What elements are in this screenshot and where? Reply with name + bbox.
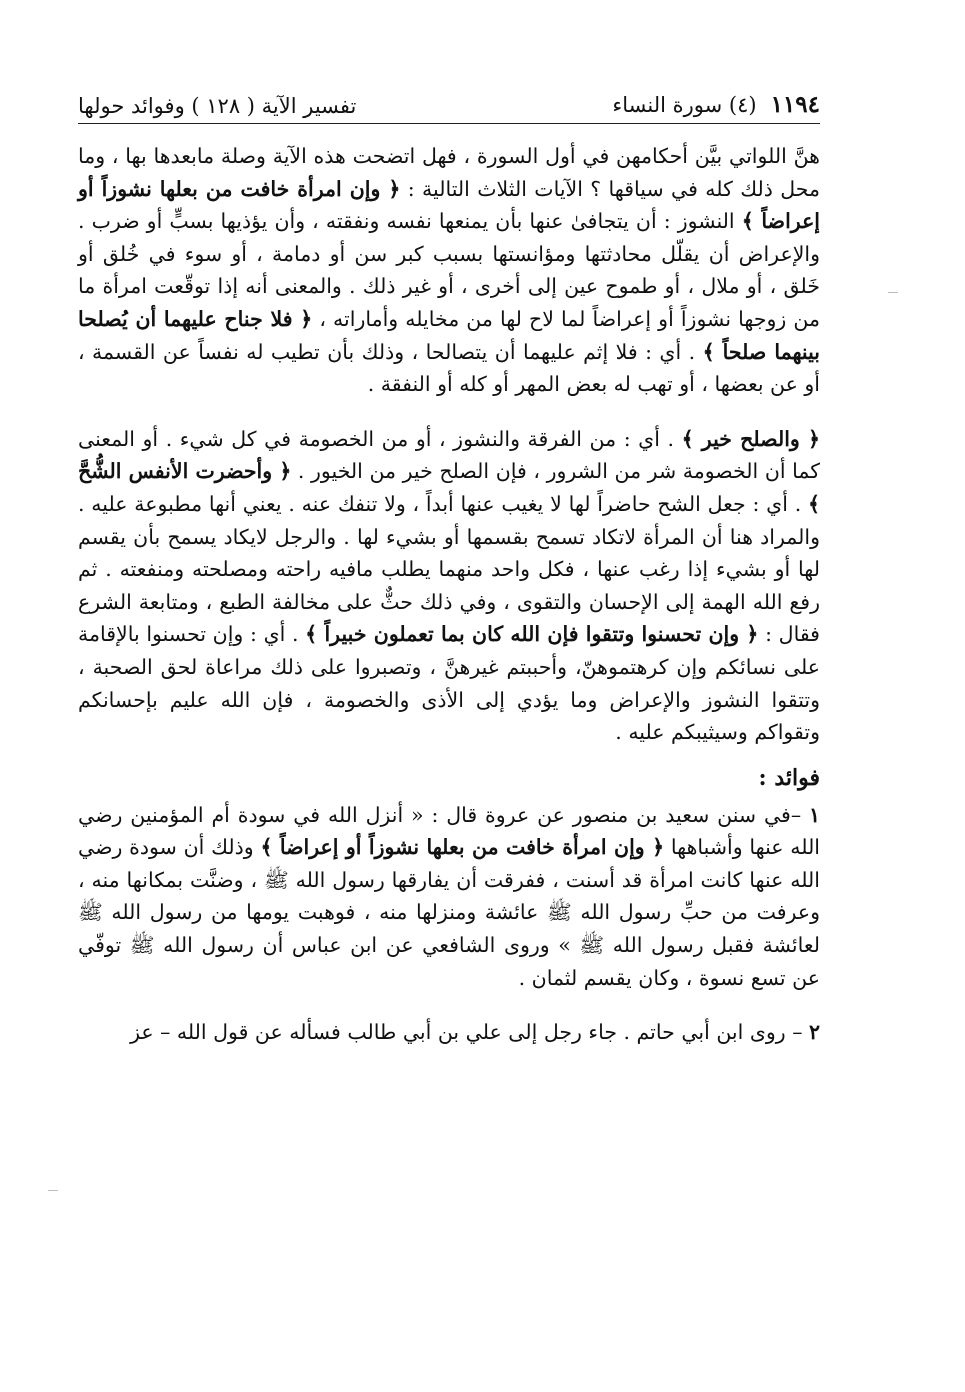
spacer [78, 401, 820, 423]
quran-quote: ﴿ والصلح خير ﴾ [681, 426, 820, 451]
text-run: . أي : جعل الشح حاضراً لها لا يغيب عنها أبداً ، ولا تنفك عنه . يعني أنها مطبوعة عليه . والمراد هنا أن المرأة لاتكاد تسمح بقسمها أو بشيء لها . والرجل لايكاد يسمح بأن يقسم لها أو بشيء إذا رغب عنها ، فكل واحد منهما يطلب مافيه راحته ومصلحته ومنفعته . ثم رفع الله الهمة إلى الإحسان والتقوى ، وفي ذلك حثٌّ على مخالفة الطبع ، ومتابعة الشرع فقال : [78, 491, 820, 647]
page-body [78, 140, 820, 1049]
text-run: النشوز : أن يتجافىٰ عنها بأن يمنعها نفسه ونفقته ، وأن يؤذيها بسبٍّ أو ضرب . والإعراض أن يقلّل محادثتها ومؤانستها بسبب كبر سن أو دمامة ، أو سوء في خُلق أو خَلق ، أو ملال ، أو طموح عين إلى أخرى ، أو غير ذلك . والمعنى أنه إذا توقّعت امرأة ما من زوجها نشوزاً أو إعراضاً لما لاح لها من مخايله وأماراته ، [78, 209, 820, 331]
text-run: . أي : فلا إثم عليهما أن يتصالحا ، وذلك بأن تطيب له نفساً عن القسمة ، أو عن بعضها ، أو تهب له بعض المهر أو كله أو النفقة . [78, 339, 820, 397]
quran-quote: ﴿ وأحضرت الأنفس الشُّحَّ ﴾ [78, 459, 820, 516]
section-title: تفسير الآية ( ١٢٨ ) وفوائد حولها [78, 94, 357, 118]
fawaid-heading: فوائد : [758, 764, 820, 791]
text-run: . أي : وإن تحسنوا بالإقامة على نسائكم وإن كرهتموهنّ، وأحببتم غيرهنَّ ، وتصبروا على ذلك مراعاة لحق الصحبة ، وتتقوا النشوز والإعراض وما يؤدي إلى الأذى والخصومة ، فإن الله عليم بإحسانكم وتقواكم وسيثيبكم عليه . [78, 622, 820, 745]
spacer [78, 994, 820, 1016]
text-run: وذلك أن سودة رضي الله عنها كانت امرأة قد أسنت ، ففرقت أن يفارقها رسول الله ﷺ ، وضنَّت بمكانها منه ، وعرفت من حبِّ رسول الله ﷺ عائشة ومنزلها منه ، فوهبت يومها من رسول الله ﷺ لعائشة فقبل رسول الله ﷺ » وروى الشافعي عن ابن عباس أن رسول الله ﷺ توفّي عن تسع نسوة ، وكان يقسم لثمان . [78, 835, 820, 990]
paragraph-sulh [78, 423, 820, 749]
fawaid-item-2 [78, 1016, 820, 1049]
header-right [612, 91, 820, 118]
paragraph-ayah-intro [78, 140, 820, 401]
quran-quote: ﴿ فلا جناح عليهما أن يُصلحا بينهما صلحاً ﴾ [78, 306, 820, 364]
quran-quote: ﴿ وإن امرأة خافت من بعلها نشوزاً أو إعراضاً ﴾ [260, 835, 665, 860]
quran-quote: ٢ [808, 1020, 820, 1045]
text-run: . أي : من الفرقة والنشوز ، أو من الخصومة في كل شيء . أو المعنى كما أن الخصومة شر من الشرور ، فإن الصلح خير من الخيور . [78, 426, 821, 484]
text-run: – روى ابن أبي حاتم . جاء رجل إلى علي بن أبي طالب فسأله عن قول الله – عز [130, 1020, 809, 1045]
fawaid-item-1 [78, 799, 820, 995]
text-run: –في سنن سعيد بن منصور عن عروة قال : « أنزل الله في سودة أم المؤمنين رضي الله عنها وأشباهها [78, 802, 821, 860]
quran-quote: ﴿ وإن تحسنوا وتتقوا فإن الله كان بما تعملون خبيراً ﴾ [305, 622, 759, 647]
header-rule [78, 123, 820, 124]
scan-mark [48, 1190, 58, 1191]
text-run: هنَّ اللواتي بيَّن أحكامهن في أول السورة ، فهل اتضحت هذه الآية وصلة مابعدها بها ، وما محل ذلك كله في سياقها ؟ الآيات الثلاث التالية : [78, 144, 820, 201]
running-header [78, 84, 820, 118]
quran-quote: ﴿ وإن امرأة خافت من بعلها نشوزاً أو إعراضاً ﴾ [78, 176, 820, 234]
surah-name: (٤) سورة النساء [612, 93, 757, 117]
scan-mark [888, 292, 898, 293]
quran-quote: ١ [808, 802, 820, 827]
spacer [78, 749, 820, 761]
page-number: ١١٩٤ [770, 91, 820, 118]
